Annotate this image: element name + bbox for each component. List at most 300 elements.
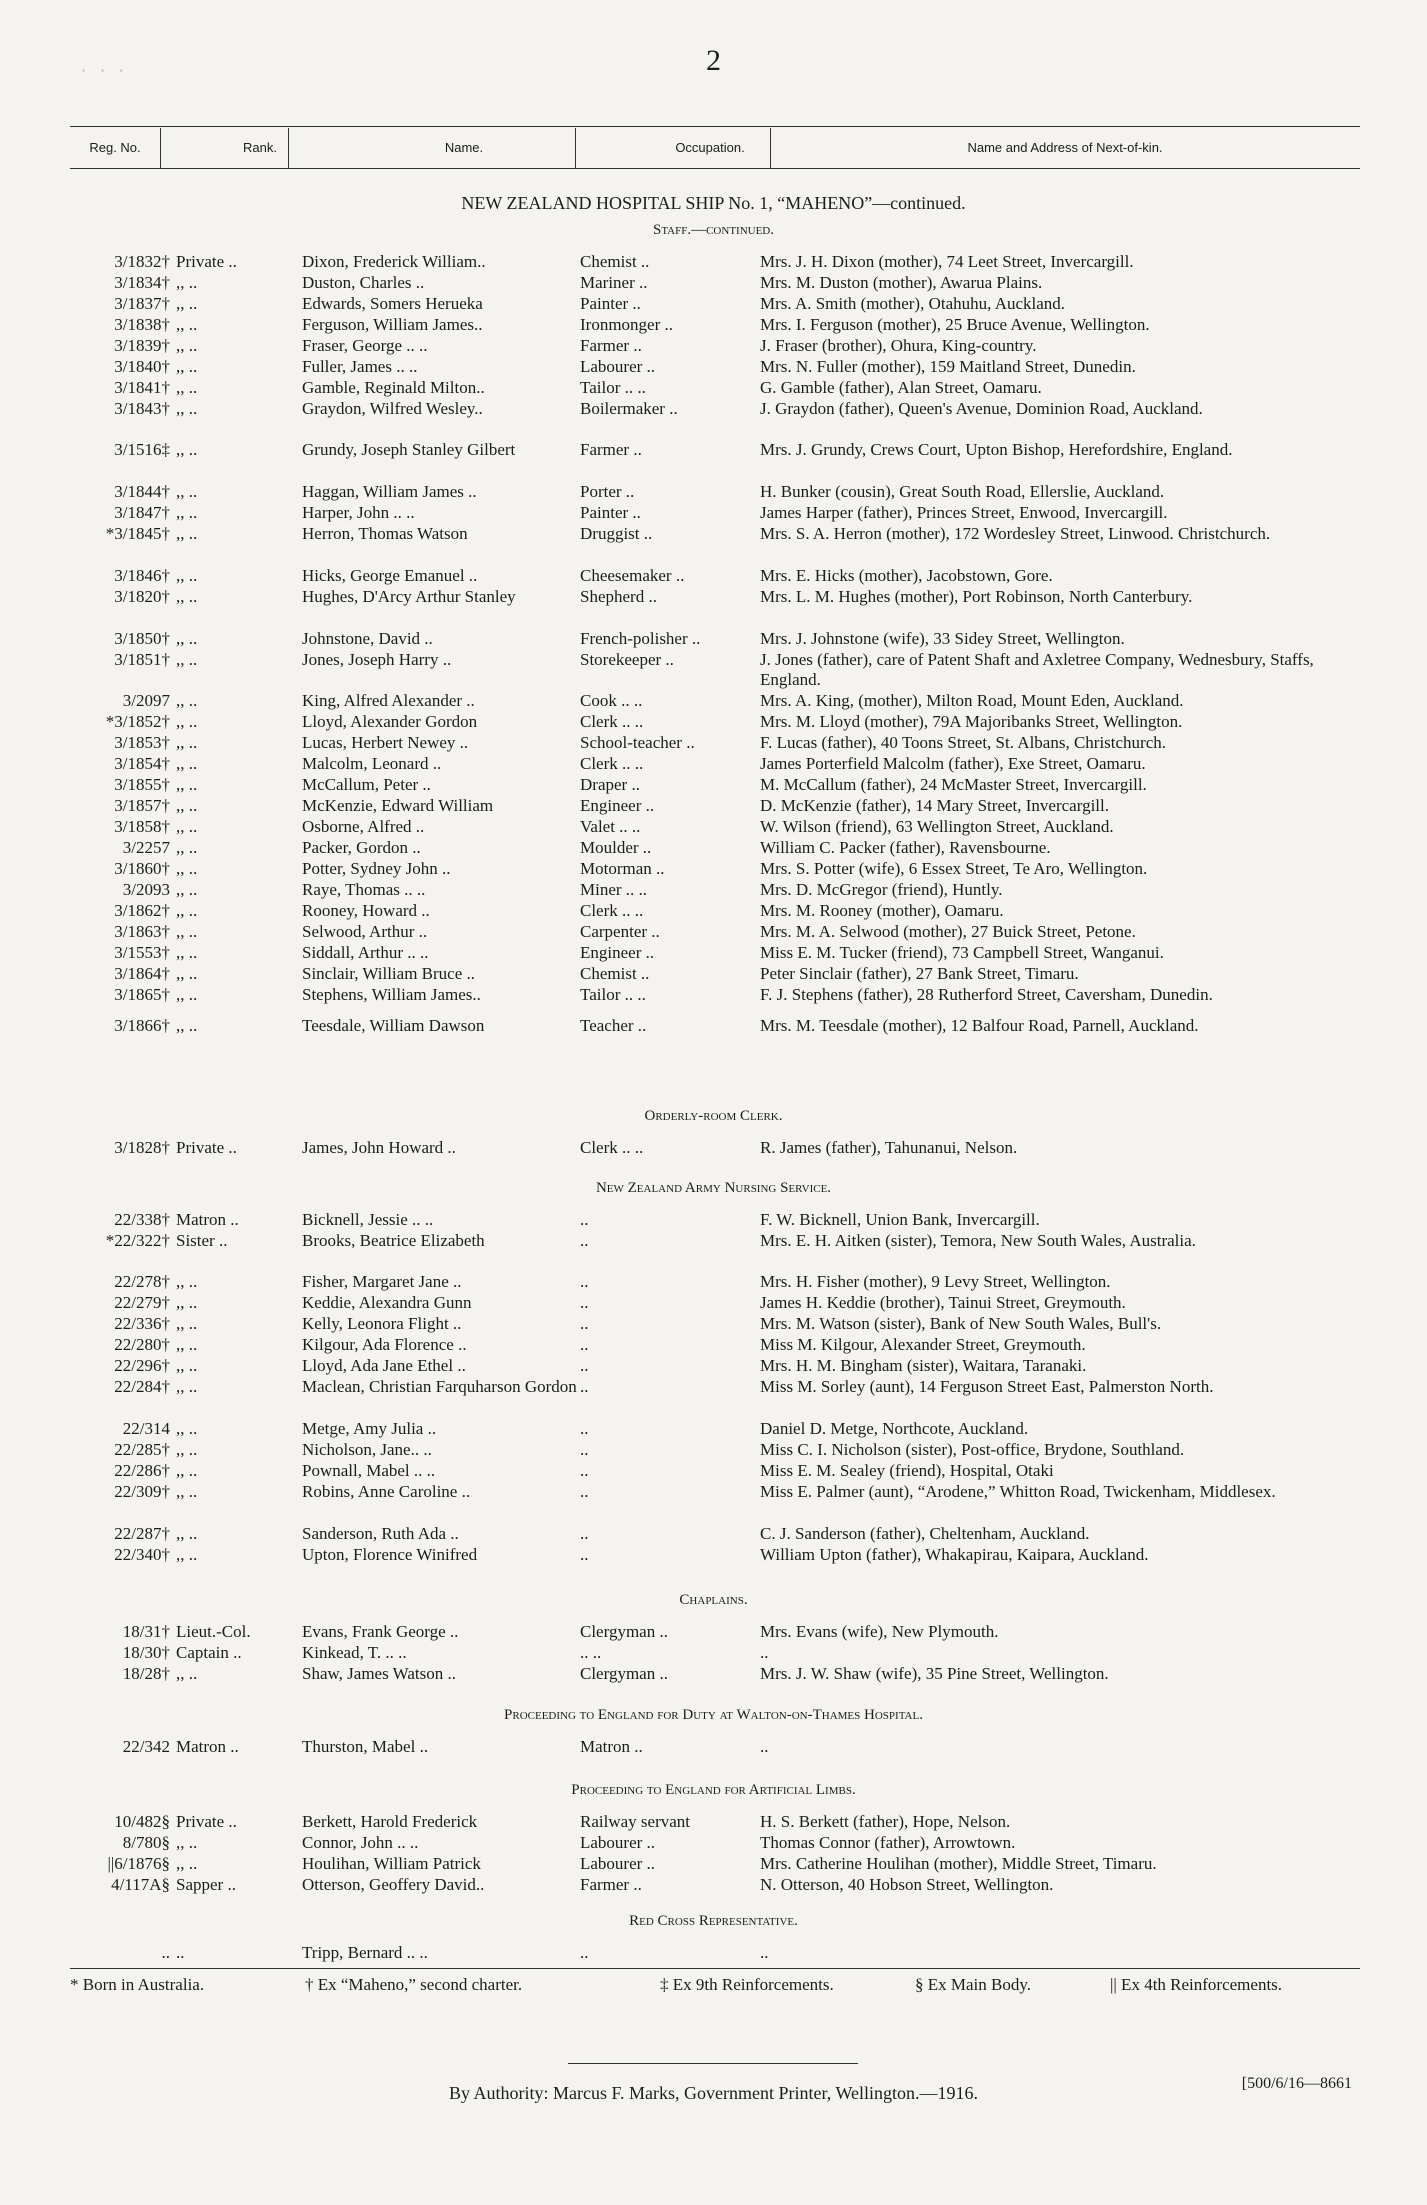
cell-name: Dixon, Frederick William..	[302, 252, 486, 271]
cell-occupation: ..	[580, 1545, 589, 1564]
cell-rank: ,, ..	[176, 1377, 198, 1396]
cell-occupation: Clergyman ..	[580, 1622, 668, 1641]
header-name: Name.	[444, 140, 484, 155]
cell-next-of-kin: Mrs. M. Duston (mother), Awarua Plains.	[760, 273, 1043, 292]
authority-line: By Authority: Marcus F. Marks, Government Printer, Wellington.—1916.	[448, 2083, 978, 2103]
cell-occupation: Clergyman ..	[580, 1664, 668, 1683]
cell-next-of-kin: James Porterfield Malcolm (father), Exe Street, Oamaru.	[760, 754, 1146, 773]
cell-reg-no: 3/1847†	[114, 503, 170, 522]
cell-name: Sinclair, William Bruce ..	[302, 964, 476, 983]
cell-next-of-kin: Miss E. M. Tucker (friend), 73 Campbell Street, Wanganui.	[760, 943, 1164, 962]
cell-occupation: Painter ..	[580, 294, 641, 313]
cell-rank: Matron ..	[176, 1737, 239, 1756]
cell-rank: ,, ..	[176, 796, 198, 815]
cell-occupation: ..	[580, 1231, 589, 1250]
section-staff: Staff.—continued.	[652, 222, 775, 238]
cell-name: Kelly, Leonora Flight ..	[302, 1314, 462, 1333]
cell-occupation: Painter ..	[580, 503, 641, 522]
cell-rank: ,, ..	[176, 503, 198, 522]
cell-reg-no: 22/286†	[114, 1461, 170, 1480]
cell-occupation: ..	[580, 1440, 589, 1459]
cell-rank: ,, ..	[176, 1545, 198, 1564]
cell-next-of-kin: Mrs. H. M. Bingham (sister), Waitara, Taranaki.	[760, 1356, 1087, 1375]
cell-occupation: ..	[580, 1943, 589, 1962]
cell-rank: ,, ..	[176, 440, 198, 459]
cell-reg-no: 3/1828†	[114, 1138, 170, 1157]
cell-occupation: Chemist ..	[580, 964, 650, 983]
section-redcross: Red Cross Representative.	[629, 1913, 798, 1929]
cell-rank: ,, ..	[176, 629, 198, 648]
cell-occupation: Labourer ..	[580, 357, 656, 376]
cell-next-of-kin: Mrs. A. Smith (mother), Otahuhu, Auckland.	[760, 294, 1066, 313]
header-occupation: Occupation.	[675, 140, 745, 155]
cell-reg-no: 22/336†	[114, 1314, 170, 1333]
cell-name: Gamble, Reginald Milton..	[302, 378, 485, 397]
cell-occupation: Tailor .. ..	[580, 985, 646, 1004]
cell-name: Sanderson, Ruth Ada ..	[302, 1524, 459, 1543]
cell-occupation: Engineer ..	[580, 943, 655, 962]
cell-occupation: Miner .. ..	[580, 880, 648, 899]
cell-name: King, Alfred Alexander ..	[302, 691, 475, 710]
cell-name: Kinkead, T. .. ..	[302, 1643, 407, 1662]
cell-rank: Private ..	[176, 1812, 237, 1831]
cell-next-of-kin: Mrs. M. Lloyd (mother), 79A Majoribanks Street, Wellington.	[760, 712, 1183, 731]
cell-name: Raye, Thomas .. ..	[302, 880, 426, 899]
cell-occupation: ..	[580, 1314, 589, 1333]
cell-reg-no: 22/338†	[114, 1210, 170, 1229]
cell-name: Pownall, Mabel .. ..	[302, 1461, 436, 1480]
cell-name: Lloyd, Alexander Gordon	[302, 712, 478, 731]
cell-rank: ,, ..	[176, 943, 198, 962]
cell-occupation: ..	[580, 1356, 589, 1375]
cell-name: McKenzie, Edward William	[302, 796, 494, 815]
cell-name: Bicknell, Jessie .. ..	[302, 1210, 434, 1229]
cell-name: Otterson, Geoffery David..	[302, 1875, 485, 1894]
cell-name: Keddie, Alexandra Gunn	[302, 1293, 472, 1312]
cell-name: Herron, Thomas Watson	[302, 524, 468, 543]
cell-reg-no: 3/1853†	[114, 733, 170, 752]
cell-name: Potter, Sydney John ..	[302, 859, 451, 878]
cell-rank: ,, ..	[176, 650, 198, 669]
cell-reg-no: 3/1864†	[114, 964, 170, 983]
cell-name: Thurston, Mabel ..	[302, 1737, 429, 1756]
cell-occupation: Mariner ..	[580, 273, 648, 292]
cell-name: James, John Howard ..	[302, 1138, 456, 1157]
cell-next-of-kin: Mrs. S. A. Herron (mother), 172 Wordesley Street, Linwood. Christchurch.	[760, 524, 1271, 543]
cell-occupation: Cheesemaker ..	[580, 566, 685, 585]
cell-occupation: ..	[580, 1335, 589, 1354]
cell-reg-no: 3/1862†	[114, 901, 170, 920]
cell-occupation: Clerk .. ..	[580, 754, 644, 773]
cell-next-of-kin: ..	[760, 1943, 769, 1962]
cell-rank: ,, ..	[176, 273, 198, 292]
cell-rank: ,, ..	[176, 524, 198, 543]
cell-next-of-kin: Mrs. M. Rooney (mother), Oamaru.	[760, 901, 1004, 920]
cell-rank: ,, ..	[176, 587, 198, 606]
cell-reg-no: ||6/1876§	[107, 1854, 170, 1873]
cell-name: Robins, Anne Caroline ..	[302, 1482, 471, 1501]
cell-reg-no: 22/296†	[114, 1356, 170, 1375]
cell-name: Fisher, Margaret Jane ..	[302, 1272, 462, 1291]
cell-rank: ,, ..	[176, 336, 198, 355]
cell-name: Kilgour, Ada Florence ..	[302, 1335, 467, 1354]
cell-occupation: ..	[580, 1377, 589, 1396]
cell-occupation: Druggist ..	[580, 524, 653, 543]
cell-occupation: Matron ..	[580, 1737, 643, 1756]
cell-name: Haggan, William James ..	[302, 482, 477, 501]
cell-next-of-kin: D. McKenzie (father), 14 Mary Street, Invercargill.	[760, 796, 1109, 815]
cell-next-of-kin: J. Jones (father), care of Patent Shaft and Axletree Company, Wednesbury, Staffs, England.	[760, 650, 1314, 689]
footnote-main-body: § Ex Main Body.	[915, 1975, 1032, 1994]
authority-rule	[568, 2063, 858, 2064]
cell-reg-no: 22/342	[122, 1737, 170, 1756]
page-number: 2	[706, 44, 721, 77]
cell-next-of-kin: Mrs. M. Watson (sister), Bank of New South Wales, Bull's.	[760, 1314, 1162, 1333]
cell-occupation: Ironmonger ..	[580, 315, 674, 334]
cell-name: Fuller, James .. ..	[302, 357, 418, 376]
cell-reg-no: 3/1837†	[114, 294, 170, 313]
cell-rank: ,, ..	[176, 775, 198, 794]
cell-next-of-kin: Miss C. I. Nicholson (sister), Post-office, Brydone, Southland.	[760, 1440, 1185, 1459]
header-bottom-rule	[70, 168, 1360, 169]
cell-reg-no: *3/1852†	[105, 712, 170, 731]
cell-rank: Private ..	[176, 1138, 237, 1157]
cell-next-of-kin: James Harper (father), Princes Street, Enwood, Invercargill.	[760, 503, 1168, 522]
cell-rank: Sapper ..	[176, 1875, 236, 1894]
cell-name: Hughes, D'Arcy Arthur Stanley	[302, 587, 516, 606]
cell-rank: ,, ..	[176, 357, 198, 376]
cell-occupation: Valet .. ..	[580, 817, 641, 836]
cell-name: Berkett, Harold Frederick	[302, 1812, 478, 1831]
cell-rank: ,, ..	[176, 1833, 198, 1852]
cell-reg-no: 3/1844†	[114, 482, 170, 501]
cell-next-of-kin: N. Otterson, 40 Hobson Street, Wellington.	[760, 1875, 1054, 1894]
imprint: [500/6/16—8661	[1241, 2075, 1352, 2092]
cell-rank: ,, ..	[176, 1335, 198, 1354]
cell-occupation: Clerk .. ..	[580, 901, 644, 920]
cell-occupation: Farmer ..	[580, 440, 642, 459]
cell-reg-no: 3/1855†	[114, 775, 170, 794]
cell-occupation: School-teacher ..	[580, 733, 695, 752]
cell-next-of-kin: Mrs. E. Hicks (mother), Jacobstown, Gore.	[760, 566, 1053, 585]
cell-occupation: Railway servant	[580, 1812, 690, 1831]
cell-name: Harper, John .. ..	[302, 503, 415, 522]
cell-occupation: Labourer ..	[580, 1833, 656, 1852]
cell-next-of-kin: Mrs. M. Teesdale (mother), 12 Balfour Road, Parnell, Auckland.	[760, 1016, 1199, 1035]
cell-occupation: Carpenter ..	[580, 922, 660, 941]
cell-reg-no: 22/285†	[114, 1440, 170, 1459]
cell-occupation: Farmer ..	[580, 1875, 642, 1894]
cell-rank: ,, ..	[176, 315, 198, 334]
cell-next-of-kin: Mrs. H. Fisher (mother), 9 Levy Street, Wellington.	[760, 1272, 1111, 1291]
cell-occupation: Teacher ..	[580, 1016, 647, 1035]
cell-reg-no: 4/117A§	[111, 1875, 170, 1894]
cell-name: Fraser, George .. ..	[302, 336, 428, 355]
cell-rank: ,, ..	[176, 378, 198, 397]
cell-next-of-kin: William Upton (father), Whakapirau, Kaipara, Auckland.	[760, 1545, 1149, 1564]
cell-reg-no: 22/280†	[114, 1335, 170, 1354]
cell-occupation: French-polisher ..	[580, 629, 701, 648]
cell-next-of-kin: ..	[760, 1643, 769, 1662]
cell-name: Maclean, Christian Farquharson Gordon	[302, 1377, 577, 1396]
cell-occupation: ..	[580, 1210, 589, 1229]
cell-rank: ,, ..	[176, 566, 198, 585]
cell-next-of-kin: Miss M. Kilgour, Alexander Street, Greymouth.	[760, 1335, 1086, 1354]
column-header	[70, 128, 1360, 168]
cell-reg-no: 3/1865†	[114, 985, 170, 1004]
cell-next-of-kin: J. Graydon (father), Queen's Avenue, Dominion Road, Auckland.	[760, 399, 1203, 418]
cell-next-of-kin: H. Bunker (cousin), Great South Road, Ellerslie, Auckland.	[760, 482, 1165, 501]
cell-name: Teesdale, William Dawson	[302, 1016, 485, 1035]
cell-name: Edwards, Somers Herueka	[302, 294, 483, 313]
ship-title: NEW ZEALAND HOSPITAL SHIP No. 1, “MAHENO”—continued.	[461, 193, 966, 213]
header-reg-no: Reg. No.	[89, 140, 141, 155]
cell-name: Shaw, James Watson ..	[302, 1664, 456, 1683]
cell-reg-no: 3/1834†	[114, 273, 170, 292]
cell-occupation: Boilermaker ..	[580, 399, 678, 418]
cell-name: Osborne, Alfred ..	[302, 817, 425, 836]
cell-next-of-kin: Mrs. E. H. Aitken (sister), Temora, New South Wales, Australia.	[760, 1231, 1196, 1250]
cell-reg-no: 18/28†	[122, 1664, 170, 1683]
cell-reg-no: 3/1843†	[114, 399, 170, 418]
cell-occupation: Engineer ..	[580, 796, 655, 815]
header-next-of-kin: Name and Address of Next-of-kin.	[967, 140, 1163, 155]
cell-rank: ,, ..	[176, 712, 198, 731]
cell-rank: Sister ..	[176, 1231, 228, 1250]
cell-rank: ,, ..	[176, 1356, 198, 1375]
cell-reg-no: 3/1858†	[114, 817, 170, 836]
cell-rank: ,, ..	[176, 1419, 198, 1438]
cell-occupation: Chemist ..	[580, 252, 650, 271]
section-walton: Proceeding to England for Duty at Walton-on-Thames Hospital.	[504, 1707, 923, 1723]
cell-name: Packer, Gordon ..	[302, 838, 421, 857]
footnote-born-australia: * Born in Australia.	[70, 1975, 205, 1994]
cell-rank: ,, ..	[176, 1272, 198, 1291]
cell-occupation: ..	[580, 1419, 589, 1438]
cell-reg-no: 3/1857†	[114, 796, 170, 815]
section-limbs: Proceeding to England for Artificial Limbs.	[571, 1782, 856, 1798]
cell-occupation: Porter ..	[580, 482, 635, 501]
cell-reg-no: 22/278†	[114, 1272, 170, 1291]
cell-next-of-kin: Peter Sinclair (father), 27 Bank Street, Timaru.	[760, 964, 1079, 983]
cell-next-of-kin: J. Fraser (brother), Ohura, King-country.	[760, 336, 1037, 355]
cell-occupation: ..	[580, 1293, 589, 1312]
cell-next-of-kin: F. W. Bicknell, Union Bank, Invercargill.	[760, 1210, 1040, 1229]
cell-occupation: ..	[580, 1524, 589, 1543]
faint-stamp: · · ·	[80, 58, 128, 83]
cell-next-of-kin: Mrs. A. King, (mother), Milton Road, Mount Eden, Auckland.	[760, 691, 1184, 710]
footnote-4th: || Ex 4th Reinforcements.	[1110, 1975, 1283, 1994]
cell-occupation: Cook .. ..	[580, 691, 643, 710]
cell-next-of-kin: Mrs. M. A. Selwood (mother), 27 Buick Street, Petone.	[760, 922, 1136, 941]
cell-reg-no: 3/2097	[122, 691, 170, 710]
cell-next-of-kin: H. S. Berkett (father), Hope, Nelson.	[760, 1812, 1011, 1831]
cell-next-of-kin: M. McCallum (father), 24 McMaster Street, Invercargill.	[760, 775, 1147, 794]
footnote-9th: ‡ Ex 9th Reinforcements.	[660, 1975, 834, 1994]
cell-name: Duston, Charles ..	[302, 273, 425, 292]
cell-reg-no: 22/340†	[114, 1545, 170, 1564]
cell-reg-no: *3/1845†	[105, 524, 170, 543]
section-nursing: New Zealand Army Nursing Service.	[595, 1180, 832, 1196]
cell-reg-no: 3/1846†	[114, 566, 170, 585]
cell-rank: ,, ..	[176, 754, 198, 773]
cell-next-of-kin: Thomas Connor (father), Arrowtown.	[760, 1833, 1016, 1852]
cell-occupation: Clerk .. ..	[580, 1138, 644, 1157]
cell-reg-no: 3/2093	[122, 880, 170, 899]
cell-next-of-kin: Mrs. J. H. Dixon (mother), 74 Leet Street, Invercargill.	[760, 252, 1134, 271]
footnote-maheno: † Ex “Maheno,” second charter.	[305, 1975, 523, 1994]
cell-next-of-kin: W. Wilson (friend), 63 Wellington Street, Auckland.	[760, 817, 1114, 836]
cell-name: Ferguson, William James..	[302, 315, 483, 334]
cell-occupation: Storekeeper ..	[580, 650, 674, 669]
cell-name: Evans, Frank George ..	[302, 1622, 459, 1641]
cell-rank: ,, ..	[176, 691, 198, 710]
cell-next-of-kin: Mrs. J. Johnstone (wife), 33 Sidey Street, Wellington.	[760, 629, 1125, 648]
cell-name: Rooney, Howard ..	[302, 901, 430, 920]
cell-name: Siddall, Arthur .. ..	[302, 943, 429, 962]
cell-name: Houlihan, William Patrick	[302, 1854, 481, 1873]
header-rank: Rank.	[243, 140, 277, 155]
cell-occupation: Tailor .. ..	[580, 378, 646, 397]
cell-rank: ..	[176, 1943, 185, 1962]
cell-reg-no: 3/1839†	[114, 336, 170, 355]
cell-reg-no: 22/279†	[114, 1293, 170, 1312]
cell-name: McCallum, Peter ..	[302, 775, 431, 794]
cell-name: Graydon, Wilfred Wesley..	[302, 399, 483, 418]
cell-reg-no: 3/1860†	[114, 859, 170, 878]
cell-next-of-kin: R. James (father), Tahunanui, Nelson.	[760, 1138, 1018, 1157]
cell-occupation: Motorman ..	[580, 859, 665, 878]
cell-rank: ,, ..	[176, 880, 198, 899]
cell-reg-no: 3/1866†	[114, 1016, 170, 1035]
cell-name: Grundy, Joseph Stanley Gilbert	[302, 440, 516, 459]
footnote-rule	[70, 1968, 1360, 1969]
cell-occupation: Draper ..	[580, 775, 640, 794]
cell-reg-no: 22/309†	[114, 1482, 170, 1501]
cell-reg-no: 22/314	[122, 1419, 170, 1438]
cell-reg-no: 3/1863†	[114, 922, 170, 941]
cell-reg-no: *22/322†	[105, 1231, 170, 1250]
cell-name: Stephens, William James..	[302, 985, 481, 1004]
cell-reg-no: 3/1840†	[114, 357, 170, 376]
cell-rank: ,, ..	[176, 1524, 198, 1543]
cell-rank: ,, ..	[176, 399, 198, 418]
cell-rank: ,, ..	[176, 1854, 198, 1873]
cell-reg-no: 22/287†	[114, 1524, 170, 1543]
cell-reg-no: 3/1820†	[114, 587, 170, 606]
cell-occupation: Shepherd ..	[580, 587, 657, 606]
cell-next-of-kin: Mrs. N. Fuller (mother), 159 Maitland Street, Dunedin.	[760, 357, 1136, 376]
cell-rank: ,, ..	[176, 859, 198, 878]
cell-next-of-kin: Mrs. Catherine Houlihan (mother), Middle Street, Timaru.	[760, 1854, 1157, 1873]
cell-rank: ,, ..	[176, 985, 198, 1004]
cell-occupation: ..	[580, 1461, 589, 1480]
cell-name: Connor, John .. ..	[302, 1833, 419, 1852]
cell-next-of-kin: G. Gamble (father), Alan Street, Oamaru.	[760, 378, 1042, 397]
cell-next-of-kin: Mrs. D. McGregor (friend), Huntly.	[760, 880, 1003, 899]
cell-rank: ,, ..	[176, 1664, 198, 1683]
cell-rank: ,, ..	[176, 294, 198, 313]
cell-rank: ,, ..	[176, 817, 198, 836]
cell-next-of-kin: William C. Packer (father), Ravensbourne.	[760, 838, 1051, 857]
cell-name: Tripp, Bernard .. ..	[302, 1943, 428, 1962]
cell-rank: ,, ..	[176, 733, 198, 752]
section-orderly: Orderly-room Clerk.	[644, 1108, 783, 1124]
section-chaplains: Chaplains.	[679, 1592, 748, 1608]
cell-next-of-kin: ..	[760, 1737, 769, 1756]
cell-reg-no: 22/284†	[114, 1377, 170, 1396]
cell-reg-no: 10/482§	[114, 1812, 170, 1831]
cell-next-of-kin: F. Lucas (father), 40 Toons Street, St. Albans, Christchurch.	[760, 733, 1167, 752]
cell-reg-no: 3/1838†	[114, 315, 170, 334]
cell-reg-no: 3/1854†	[114, 754, 170, 773]
cell-rank: ,, ..	[176, 1440, 198, 1459]
cell-name: Brooks, Beatrice Elizabeth	[302, 1231, 485, 1250]
cell-next-of-kin: Mrs. L. M. Hughes (mother), Port Robinson, North Canterbury.	[760, 587, 1193, 606]
cell-name: Lucas, Herbert Newey ..	[302, 733, 469, 752]
cell-next-of-kin: Miss M. Sorley (aunt), 14 Ferguson Street East, Palmerston North.	[760, 1377, 1214, 1396]
cell-name: Jones, Joseph Harry ..	[302, 650, 452, 669]
cell-rank: Matron ..	[176, 1210, 239, 1229]
cell-next-of-kin: Daniel D. Metge, Northcote, Auckland.	[760, 1419, 1029, 1438]
cell-rank: Captain ..	[176, 1643, 242, 1662]
cell-reg-no: ..	[161, 1943, 170, 1962]
cell-rank: ,, ..	[176, 1016, 198, 1035]
cell-reg-no: 3/1553†	[114, 943, 170, 962]
cell-reg-no: 3/1841†	[114, 378, 170, 397]
cell-name: Malcolm, Leonard ..	[302, 754, 442, 773]
cell-reg-no: 3/1851†	[114, 650, 170, 669]
cell-next-of-kin: Miss E. Palmer (aunt), “Arodene,” Whitton Road, Twickenham, Middlesex.	[760, 1482, 1276, 1501]
cell-next-of-kin: Miss E. M. Sealey (friend), Hospital, Otaki	[760, 1461, 1054, 1480]
cell-rank: ,, ..	[176, 482, 198, 501]
cell-next-of-kin: Mrs. J. W. Shaw (wife), 35 Pine Street, Wellington.	[760, 1664, 1109, 1683]
cell-next-of-kin: James H. Keddie (brother), Tainui Street, Greymouth.	[760, 1293, 1126, 1312]
cell-occupation: ..	[580, 1482, 589, 1501]
cell-rank: ,, ..	[176, 838, 198, 857]
cell-occupation: Labourer ..	[580, 1854, 656, 1873]
cell-name: Nicholson, Jane.. ..	[302, 1440, 432, 1459]
cell-occupation: ..	[580, 1272, 589, 1291]
cell-rank: ,, ..	[176, 1293, 198, 1312]
cell-name: Hicks, George Emanuel ..	[302, 566, 478, 585]
cell-rank: ,, ..	[176, 1314, 198, 1333]
cell-next-of-kin: Mrs. S. Potter (wife), 6 Essex Street, Te Aro, Wellington.	[760, 859, 1148, 878]
cell-rank: Lieut.-Col.	[176, 1622, 251, 1641]
cell-reg-no: 3/1850†	[114, 629, 170, 648]
cell-reg-no: 3/1832†	[114, 252, 170, 271]
cell-occupation: Farmer ..	[580, 336, 642, 355]
cell-reg-no: 18/31†	[122, 1622, 170, 1641]
cell-rank: ,, ..	[176, 964, 198, 983]
cell-name: Selwood, Arthur ..	[302, 922, 428, 941]
cell-rank: ,, ..	[176, 901, 198, 920]
cell-rank: Private ..	[176, 252, 237, 271]
cell-name: Johnstone, David ..	[302, 629, 433, 648]
cell-occupation: Moulder ..	[580, 838, 652, 857]
cell-next-of-kin: C. J. Sanderson (father), Cheltenham, Auckland.	[760, 1524, 1090, 1543]
cell-next-of-kin: F. J. Stephens (father), 28 Rutherford Street, Caversham, Dunedin.	[760, 985, 1213, 1004]
cell-reg-no: 3/2257	[122, 838, 170, 857]
cell-rank: ,, ..	[176, 1482, 198, 1501]
cell-next-of-kin: Mrs. Evans (wife), New Plymouth.	[760, 1622, 999, 1641]
cell-name: Upton, Florence Winifred	[302, 1545, 478, 1564]
cell-next-of-kin: Mrs. I. Ferguson (mother), 25 Bruce Avenue, Wellington.	[760, 315, 1150, 334]
cell-reg-no: 3/1516‡	[114, 440, 170, 459]
cell-rank: ,, ..	[176, 1461, 198, 1480]
cell-name: Metge, Amy Julia ..	[302, 1419, 437, 1438]
header-top-rule	[70, 126, 1360, 127]
